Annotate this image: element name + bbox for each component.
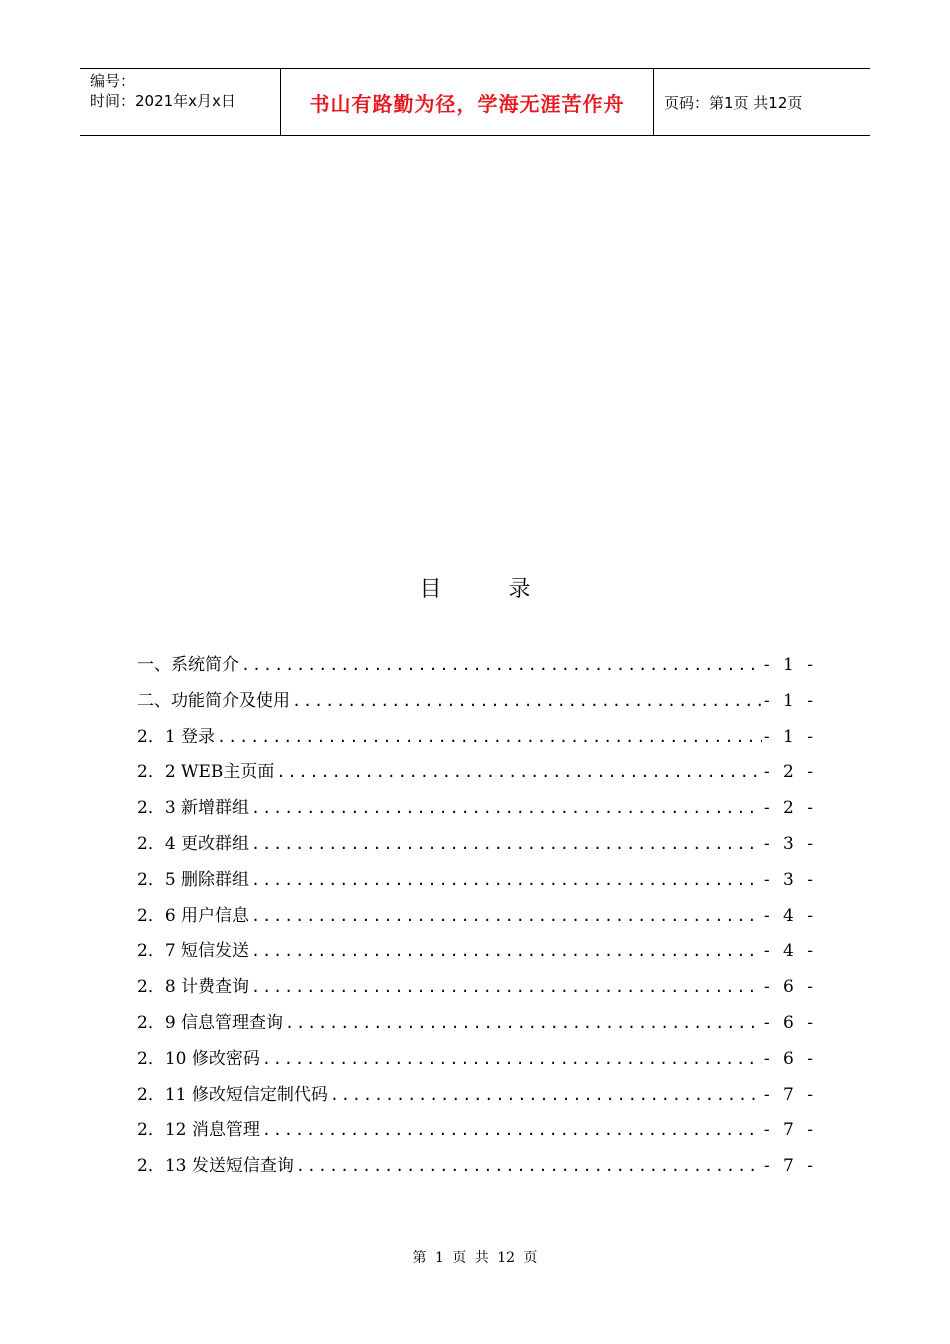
toc-leader-dots [217,728,762,746]
toc-entry-label: 2．11 修改短信定制代码 [137,1084,328,1105]
toc-entry[interactable] [137,1044,817,1080]
toc-entry-page: - 7 - [763,1084,817,1105]
document-date: 时间：2021年x月x日 [90,92,236,110]
toc-title: 目 录 [419,577,561,602]
toc-entry-page: - 1 - [763,726,817,747]
toc-entry[interactable] [137,901,817,937]
toc-entry-page: - 4 - [763,905,817,926]
toc-entry-page: - 6 - [763,977,817,998]
toc-entry-page: - 3 - [763,869,817,890]
toc-entry[interactable] [137,686,817,722]
toc-entry[interactable] [137,757,817,793]
toc-entry-label: 2．13 发送短信查询 [137,1156,294,1177]
toc-entry-label: 二、功能简介及使用 [137,690,290,711]
toc-entry[interactable] [137,650,817,686]
toc-leader-dots [285,1014,762,1032]
toc-leader-dots [330,1086,762,1104]
toc-leader-dots [296,1157,762,1175]
toc-entry[interactable] [137,1008,817,1044]
toc-entry-page: - 2 - [763,762,817,783]
toc-leader-dots [276,763,761,781]
toc-entry[interactable] [137,972,817,1008]
document-number: 编号： [90,72,136,90]
toc-entry-page: - 1 - [763,690,817,711]
toc-entry-label: 2．10 修改密码 [137,1048,260,1069]
toc-entry-label: 2．2 WEB主页面 [137,762,275,783]
header-motto [281,69,654,135]
header-page-info [654,69,870,135]
header-meta [80,69,281,135]
toc-leader-dots [251,978,762,996]
toc-entry[interactable] [137,829,817,865]
toc-leader-dots [241,656,762,674]
toc-entry-page: - 6 - [763,1012,817,1033]
motto-text: 书山有路勤为径，学海无涯苦作舟 [309,91,625,116]
toc-entry[interactable] [137,722,817,758]
toc-leader-dots [251,799,762,817]
toc-entry-page: - 7 - [763,1156,817,1177]
toc-entry-label: 2．5 删除群组 [137,869,250,890]
toc-entry-label: 2．9 信息管理查询 [137,1012,284,1033]
toc-entry-label: 2．6 用户信息 [137,905,250,926]
toc-entry-label: 2．8 计费查询 [137,977,250,998]
toc-entry[interactable] [137,1115,817,1151]
page-info-text: 页码：第1页 共12页 [664,93,803,112]
toc-leader-dots [251,835,762,853]
toc-entry-label: 2．3 新增群组 [137,798,250,819]
page-header [80,68,870,136]
toc-entry-label: 2．7 短信发送 [137,941,250,962]
toc-entry[interactable] [137,1151,817,1187]
toc-leader-dots [251,942,762,960]
toc-entry[interactable] [137,936,817,972]
toc-entry-page: - 4 - [763,941,817,962]
toc-leader-dots [262,1050,762,1068]
toc-entry[interactable] [137,793,817,829]
page-footer: 第 1 页 共 12 页 [412,1250,538,1266]
toc-entry[interactable] [137,865,817,901]
toc-entry-page: - 6 - [763,1048,817,1069]
toc-entry[interactable] [137,1080,817,1116]
toc-leader-dots [251,871,762,889]
toc-leader-dots [262,1121,762,1139]
toc-leader-dots [251,907,762,925]
table-of-contents [137,650,817,1187]
toc-entry-label: 一、系统简介 [137,655,239,675]
toc-leader-dots [292,692,762,710]
toc-entry-label: 2．4 更改群组 [137,833,250,854]
toc-entry-page: - 2 - [763,798,817,819]
toc-entry-page: - 7 - [763,1120,817,1141]
toc-entry-page: - 1 - [763,655,817,675]
toc-entry-page: - 3 - [763,833,817,854]
toc-entry-label: 2．1 登录 [137,726,216,747]
toc-entry-label: 2．12 消息管理 [137,1120,260,1141]
